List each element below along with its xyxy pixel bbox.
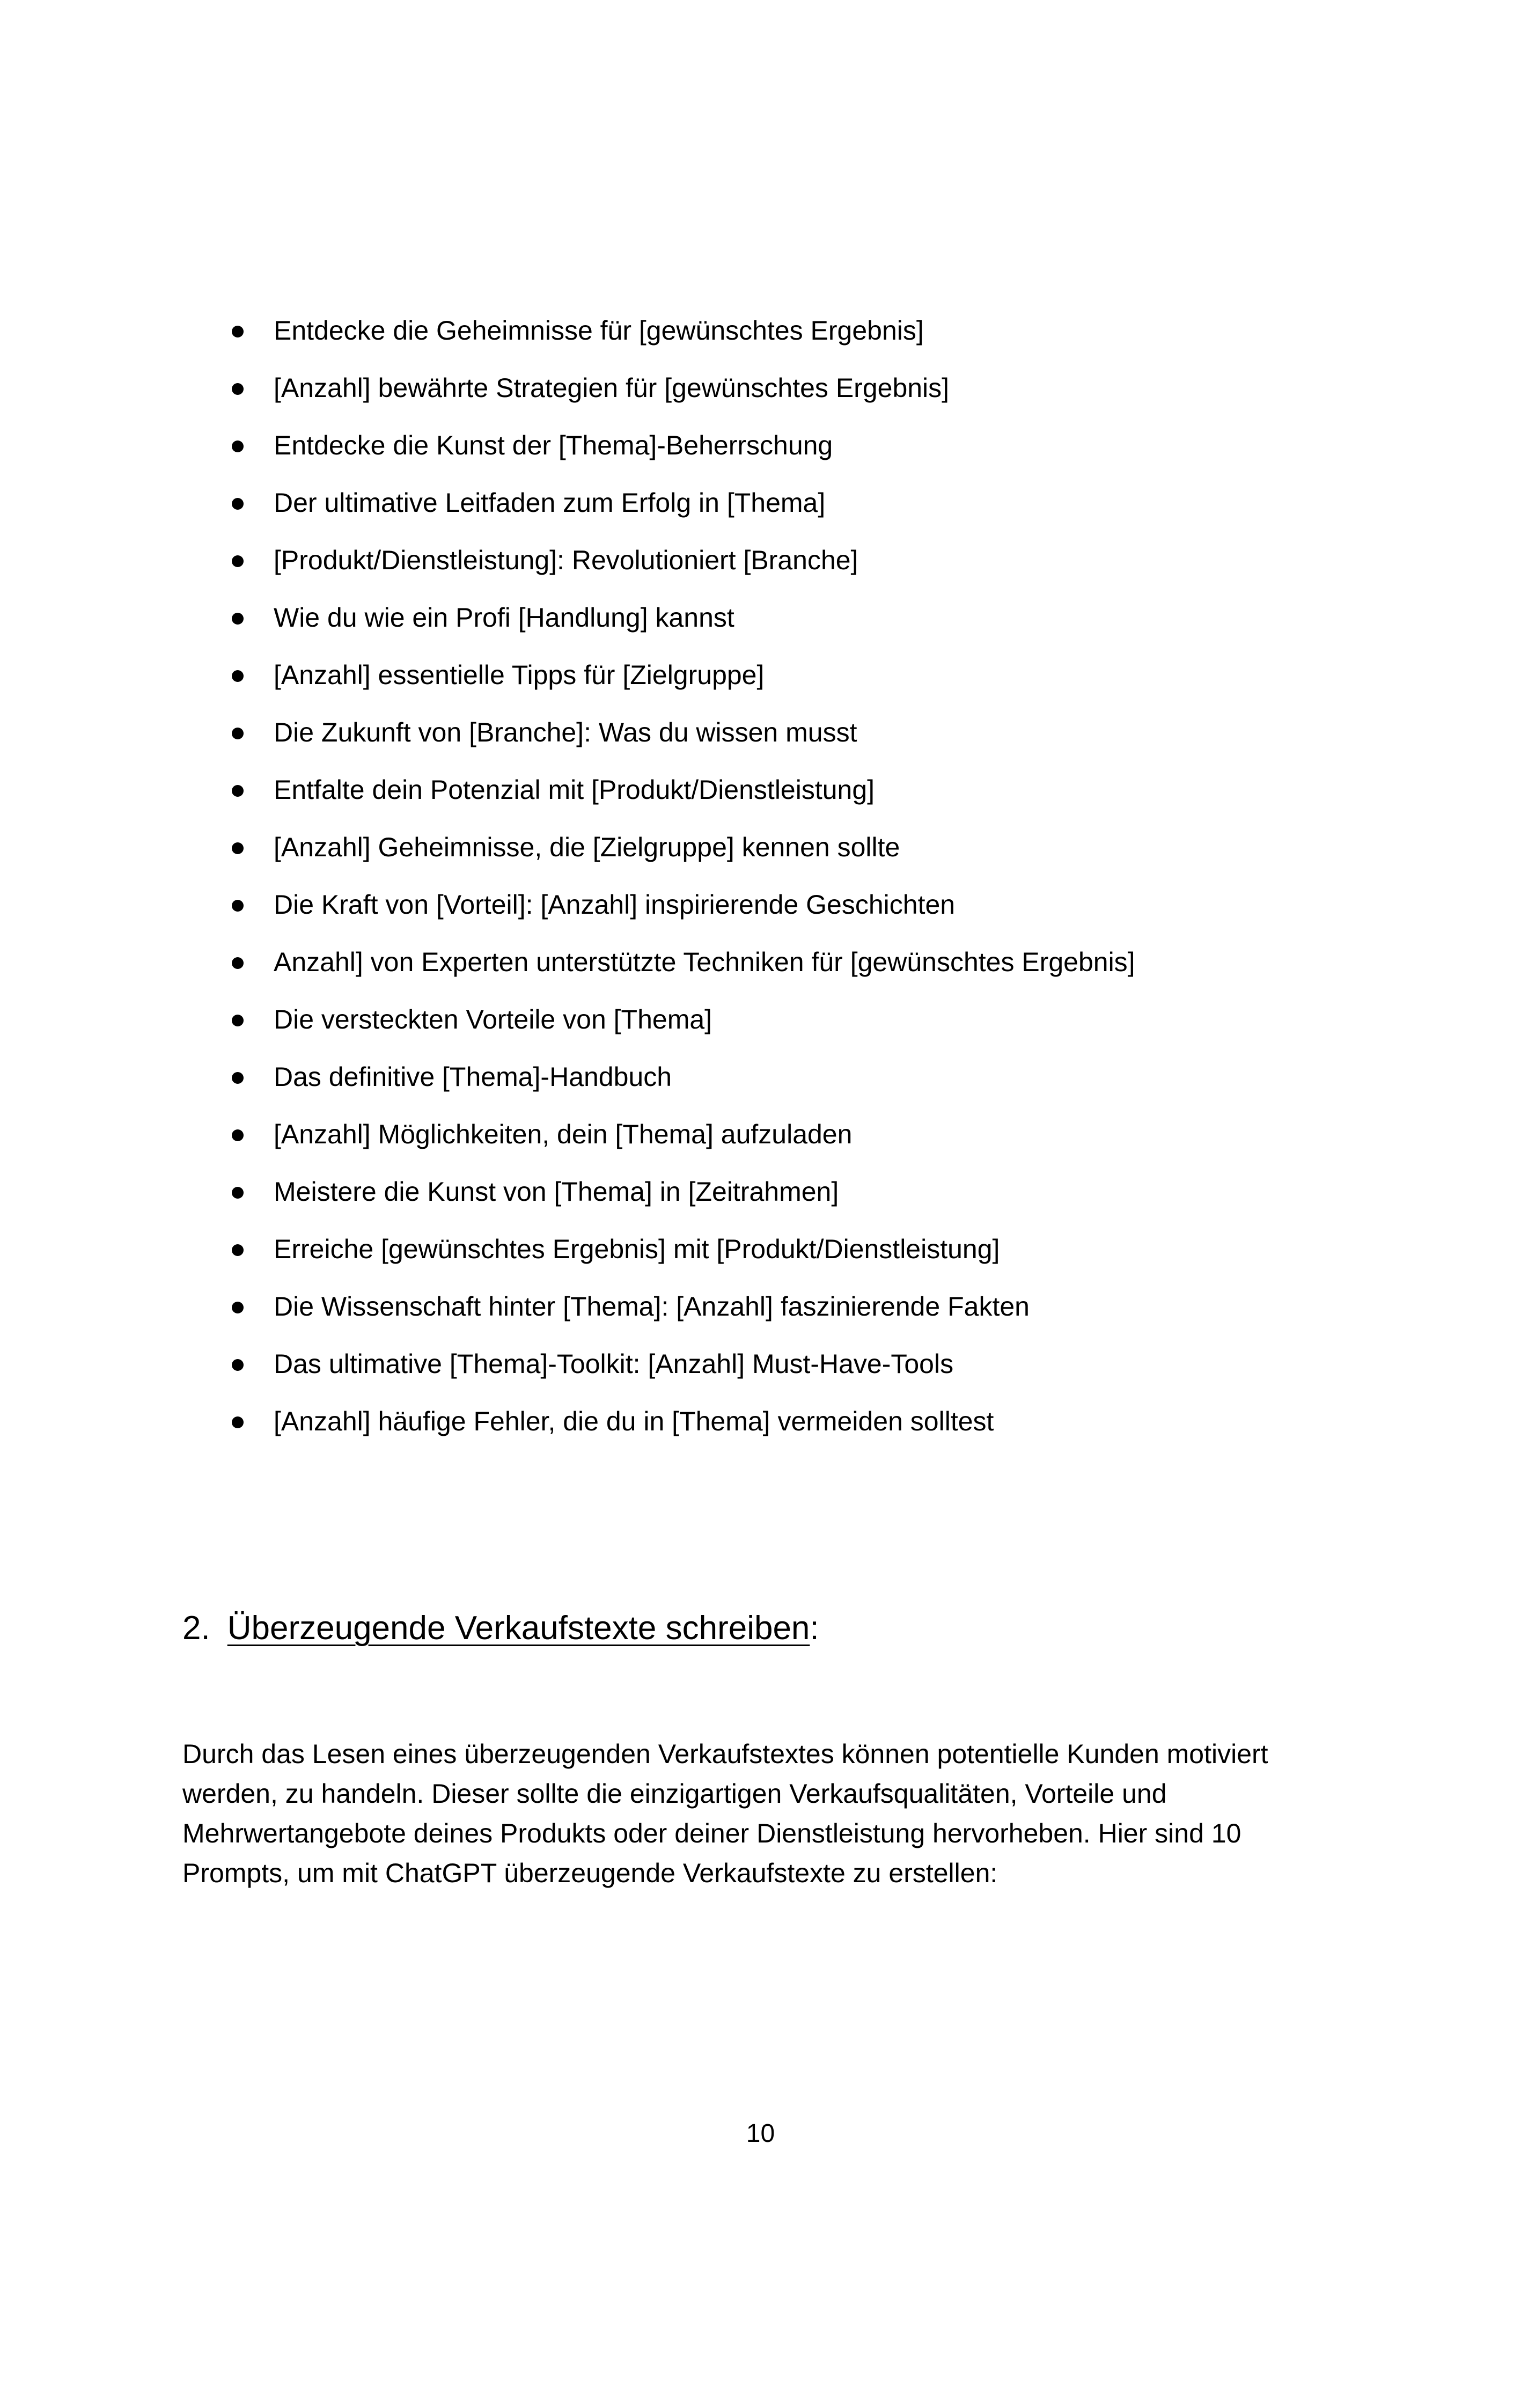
list-item-text: [Produkt/Dienstleistung]: Revolutioniert [Branche] <box>274 545 858 575</box>
bullet-icon <box>232 957 244 969</box>
list-item <box>225 1398 1352 1455</box>
list-item-text: Meistere die Kunst von [Thema] in [Zeitrahmen] <box>274 1177 839 1207</box>
bullet-icon <box>232 441 244 452</box>
list-item <box>225 594 1352 651</box>
list-item-text: [Anzahl] Möglichkeiten, dein [Thema] aufzuladen <box>274 1119 853 1149</box>
bullet-icon <box>232 498 244 510</box>
list-item-text: Das definitive [Thema]-Handbuch <box>274 1062 672 1092</box>
list-item-text: Wie du wie ein Profi [Handlung] kannst <box>274 603 734 633</box>
section-colon: : <box>810 1610 819 1647</box>
bullet-icon <box>232 842 244 854</box>
prompt-bullet-list <box>225 307 1352 1455</box>
bullet-icon <box>232 1187 244 1199</box>
page-number: 10 <box>746 2119 775 2148</box>
list-item <box>225 996 1352 1053</box>
list-item-text: [Anzahl] bewährte Strategien für [gewünschtes Ergebnis] <box>274 373 950 403</box>
list-item <box>225 1168 1352 1225</box>
list-item <box>225 1053 1352 1111</box>
list-item <box>225 938 1352 996</box>
bullet-icon <box>232 900 244 912</box>
bullet-icon <box>232 670 244 682</box>
bullet-icon <box>232 728 244 739</box>
list-item <box>225 766 1352 824</box>
list-item-text: Die Kraft von [Vorteil]: [Anzahl] inspirierende Geschichten <box>274 890 956 920</box>
bullet-icon <box>232 555 244 567</box>
list-item-text: [Anzahl] essentielle Tipps für [Zielgruppe] <box>274 660 765 690</box>
bullet-icon <box>232 1129 244 1141</box>
list-item-text: Entdecke die Kunst der [Thema]-Beherrschung <box>274 430 833 460</box>
list-item <box>225 824 1352 881</box>
bullet-icon <box>232 613 244 625</box>
section-number: 2. <box>182 1610 210 1647</box>
bullet-icon <box>232 383 244 395</box>
list-item-text: Die Zukunft von [Branche]: Was du wissen musst <box>274 717 857 747</box>
list-item-text: Anzahl] von Experten unterstützte Techniken für [gewünschtes Ergebnis] <box>274 947 1135 977</box>
list-item <box>225 537 1352 594</box>
list-item-text: [Anzahl] häufige Fehler, die du in [Thema] vermeiden solltest <box>274 1406 994 1436</box>
list-item <box>225 1283 1352 1340</box>
list-item <box>225 651 1352 709</box>
bullet-icon <box>232 1359 244 1371</box>
list-item-text: Erreiche [gewünschtes Ergebnis] mit [Produkt/Dienstleistung] <box>274 1234 1000 1264</box>
bullet-icon <box>232 785 244 797</box>
bullet-icon <box>232 1072 244 1084</box>
list-item <box>225 709 1352 766</box>
list-item-text: Entdecke die Geheimnisse für [gewünschtes Ergebnis] <box>274 315 924 346</box>
list-item-text: Das ultimative [Thema]-Toolkit: [Anzahl] Must-Have-Tools <box>274 1349 954 1379</box>
list-item-text: [Anzahl] Geheimnisse, die [Zielgruppe] kennen sollte <box>274 832 900 862</box>
list-item <box>225 422 1352 479</box>
intro-paragraph: Durch das Lesen eines überzeugenden Verkaufstextes können potentielle Kunden motiviert werden, zu handeln. Dieser sollte die einzigartigen Verkaufsqualitäten, Vorteile und Mehrwertangebote deines Produkts oder deiner Dienstleistung hervorheben. Hier sind 10 Prompts, um mit ChatGPT überzeugende Verkaufstexte zu erstellen: <box>182 1739 1268 1888</box>
section-title: Überzeugende Verkaufstexte schreiben <box>227 1610 810 1647</box>
bullet-icon <box>232 1416 244 1428</box>
list-item-text: Der ultimative Leitfaden zum Erfolg in [Thema] <box>274 488 826 518</box>
list-item <box>225 479 1352 537</box>
list-item <box>225 1225 1352 1283</box>
bullet-icon <box>232 1015 244 1026</box>
bullet-icon <box>232 1302 244 1313</box>
list-item-text: Die Wissenschaft hinter [Thema]: [Anzahl] faszinierende Fakten <box>274 1291 1030 1322</box>
bullet-icon <box>232 1244 244 1256</box>
list-item <box>225 881 1352 938</box>
section-heading <box>182 1602 1363 1655</box>
list-item <box>225 1111 1352 1168</box>
list-item-text: Die versteckten Vorteile von [Thema] <box>274 1004 712 1034</box>
list-item <box>225 364 1352 422</box>
list-item-text: Entfalte dein Potenzial mit [Produkt/Dienstleistung] <box>274 775 875 805</box>
list-item <box>225 1340 1352 1398</box>
list-item <box>225 307 1352 364</box>
bullet-icon <box>232 326 244 337</box>
